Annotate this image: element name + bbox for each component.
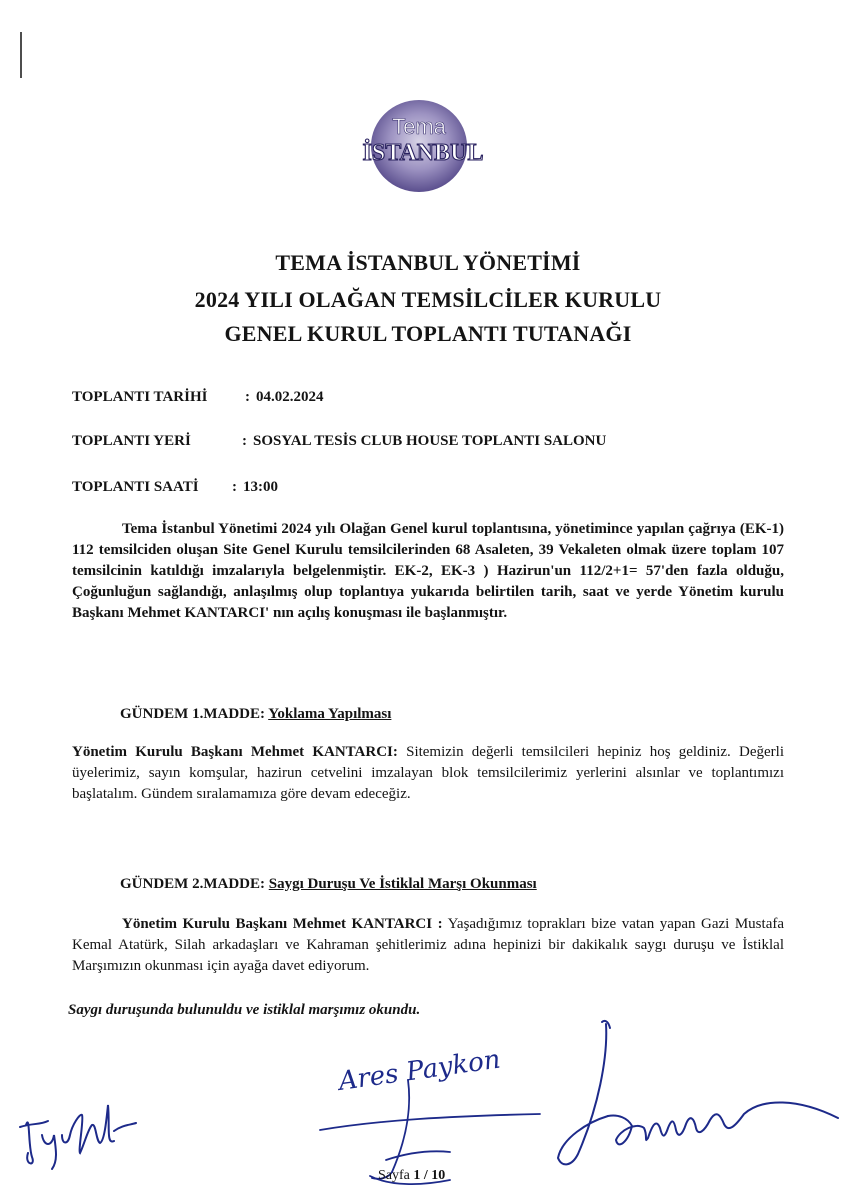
meeting-place-row: TOPLANTI YERİ : SOSYAL TESİS CLUB HOUSE TOPLANTI SALONU — [72, 433, 607, 449]
meeting-time-label: TOPLANTI SAATİ — [72, 479, 199, 495]
page-number — [378, 1168, 445, 1184]
logo-line2: İSTANBUL — [362, 140, 484, 166]
tema-istanbul-logo — [349, 96, 499, 196]
signature-left — [18, 1095, 148, 1175]
closing-note: Saygı duruşunda bulunuldu ve istiklal marşımız okundu. — [68, 1002, 421, 1018]
meeting-time-value: 13:00 — [243, 479, 278, 495]
agenda-item-1-prefix: GÜNDEM 1.MADDE: — [120, 706, 269, 722]
signature-right — [548, 1018, 843, 1188]
agenda-item-1-heading — [120, 706, 391, 723]
meeting-time-row: TOPLANTI SAATİ : 13:00 — [72, 479, 278, 495]
meeting-date-value: 04.02.2024 — [256, 389, 324, 405]
agenda-item-2-text: Yaşadığımız toprakları bize vatan yapan Gazi Mustafa Kemal Atatürk, Silah arkadaşları ve Kahraman şehitlerimiz adına hepinizi bir dakikalık saygı duruşu ve İstiklal Marşımızın okunması için ayağa davet ediyorum. — [72, 916, 785, 974]
page-number-prefix: Sayfa — [378, 1168, 414, 1183]
meeting-place-label: TOPLANTI YERİ — [72, 433, 191, 449]
meeting-date-label: TOPLANTI TARİHİ — [72, 389, 208, 405]
agenda-item-1-text: Sitemizin değerli temsilcileri hepiniz hoş geldiniz. Değerli üyelerimiz, sayın komşular, hazirun cetvelini imzalayan blok temsilcilerimiz yerlerini alsınlar ve toplantımızı başlatalım. Gündem sıralamamıza göre devam edeceğiz. — [72, 744, 784, 802]
agenda-item-2-paragraph — [72, 914, 784, 977]
meeting-place-value: SOSYAL TESİS CLUB HOUSE TOPLANTI SALONU — [253, 433, 607, 449]
title-line-2: 2024 YILI OLAĞAN TEMSİLCİLER KURULU — [194, 287, 662, 312]
intro-paragraph: Tema İstanbul Yönetimi 2024 yılı Olağan Genel kurul toplantısına, yönetimince yapılan çağrıya (EK-1) 112 temsilciden oluşan Site Genel Kurulu temsilcilerinden 68 Asaleten, 39 Vekaleten olmak üzere toplam 107 temsilcinin katıldığı imzalarıyla belgelenmiştir. EK-2, EK-3 ) Hazirun'un 112/2+1= 57'den fazla olduğu, Çoğunluğun sağlandığı, anlaşılmış olup toplantıya yukarıda belirtilen tarih, saat ve yerde Yönetim kurulu Başkanı Mehmet KANTARCI' nın açılış konuşması ile başlanmıştır. — [72, 521, 784, 621]
scan-mark — [18, 30, 24, 80]
meeting-date-row: TOPLANTI TARİHİ : 04.02.2024 — [72, 389, 324, 405]
page-number-value: 1 / 10 — [413, 1168, 446, 1183]
agenda-item-2-speaker: Yönetim Kurulu Başkanı Mehmet KANTARCI : — [122, 916, 443, 932]
agenda-item-2-heading — [120, 876, 537, 893]
agenda-item-1-topic: Yoklama Yapılması — [268, 706, 392, 722]
agenda-item-1-paragraph — [72, 742, 784, 805]
title-line-1: TEMA İSTANBUL YÖNETİMİ — [275, 250, 581, 275]
title-line-3: GENEL KURUL TOPLANTI TUTANAĞI — [224, 321, 632, 346]
agenda-item-2-topic: Saygı Duruşu Ve İstiklal Marşı Okunması — [268, 876, 537, 892]
logo-line1: Tema — [392, 114, 446, 139]
signature-middle-text: Ares Paykon — [336, 1044, 503, 1097]
agenda-item-2-prefix: GÜNDEM 2.MADDE: — [120, 876, 269, 892]
agenda-item-1-speaker: Yönetim Kurulu Başkanı Mehmet KANTARCI: — [72, 744, 398, 760]
